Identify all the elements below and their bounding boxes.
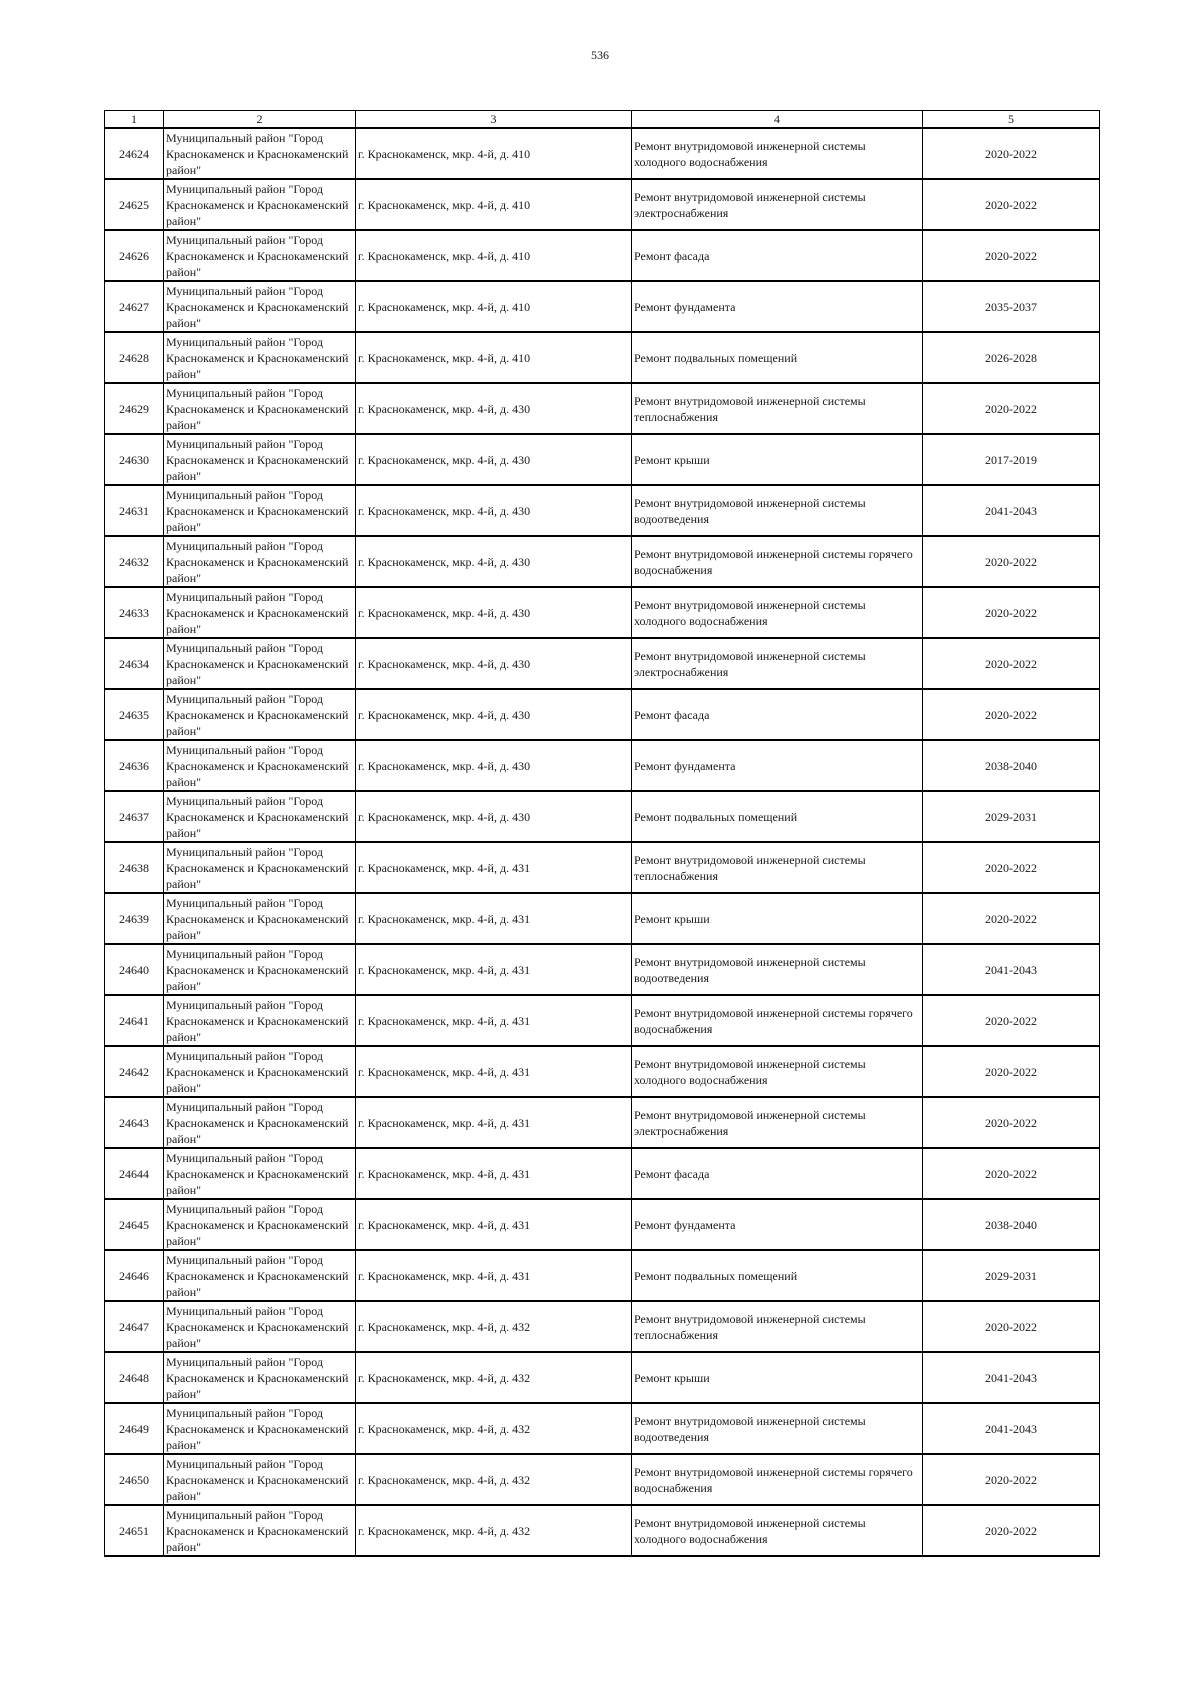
work-type-cell: Ремонт подвальных помещений bbox=[632, 1250, 923, 1301]
work-type-cell: Ремонт внутридомовой инженерной системы водоотведения bbox=[632, 1403, 923, 1454]
table-row bbox=[105, 1301, 1100, 1352]
address-cell: г. Краснокаменск, мкр. 4-й, д. 431 bbox=[356, 842, 632, 893]
row-number: 24626 bbox=[105, 230, 164, 281]
period-cell: 2020-2022 bbox=[923, 638, 1100, 689]
period-cell: 2020-2022 bbox=[923, 1148, 1100, 1199]
table-row bbox=[105, 995, 1100, 1046]
municipality-cell: Муниципальный район "Город Краснокаменск и Краснокаменский район" bbox=[164, 842, 356, 893]
period-cell: 2038-2040 bbox=[923, 740, 1100, 791]
table-row bbox=[105, 1352, 1100, 1403]
row-number: 24633 bbox=[105, 587, 164, 638]
table-row bbox=[105, 791, 1100, 842]
municipality-cell: Муниципальный район "Город Краснокаменск и Краснокаменский район" bbox=[164, 1352, 356, 1403]
table-row bbox=[105, 128, 1100, 179]
work-type-cell: Ремонт крыши bbox=[632, 1352, 923, 1403]
work-type-cell: Ремонт внутридомовой инженерной системы горячего водоснабжения bbox=[632, 1454, 923, 1505]
column-header-4: 4 bbox=[632, 111, 923, 129]
table-row bbox=[105, 842, 1100, 893]
work-type-cell: Ремонт фасада bbox=[632, 1148, 923, 1199]
repair-schedule-table bbox=[104, 110, 1100, 1557]
row-number: 24649 bbox=[105, 1403, 164, 1454]
row-number: 24647 bbox=[105, 1301, 164, 1352]
work-type-cell: Ремонт внутридомовой инженерной системы водоотведения bbox=[632, 485, 923, 536]
row-number: 24636 bbox=[105, 740, 164, 791]
work-type-cell: Ремонт фундамента bbox=[632, 740, 923, 791]
work-type-cell: Ремонт внутридомовой инженерной системы электроснабжения bbox=[632, 179, 923, 230]
work-type-cell: Ремонт внутридомовой инженерной системы горячего водоснабжения bbox=[632, 536, 923, 587]
row-number: 24631 bbox=[105, 485, 164, 536]
address-cell: г. Краснокаменск, мкр. 4-й, д. 431 bbox=[356, 944, 632, 995]
table-row bbox=[105, 536, 1100, 587]
row-number: 24642 bbox=[105, 1046, 164, 1097]
table-row bbox=[105, 179, 1100, 230]
work-type-cell: Ремонт внутридомовой инженерной системы холодного водоснабжения bbox=[632, 1505, 923, 1556]
table-row bbox=[105, 230, 1100, 281]
period-cell: 2029-2031 bbox=[923, 791, 1100, 842]
period-cell: 2020-2022 bbox=[923, 128, 1100, 179]
address-cell: г. Краснокаменск, мкр. 4-й, д. 432 bbox=[356, 1352, 632, 1403]
table-row bbox=[105, 281, 1100, 332]
table-row bbox=[105, 638, 1100, 689]
address-cell: г. Краснокаменск, мкр. 4-й, д. 432 bbox=[356, 1505, 632, 1556]
row-number: 24630 bbox=[105, 434, 164, 485]
municipality-cell: Муниципальный район "Город Краснокаменск и Краснокаменский район" bbox=[164, 740, 356, 791]
row-number: 24632 bbox=[105, 536, 164, 587]
period-cell: 2041-2043 bbox=[923, 944, 1100, 995]
row-number: 24638 bbox=[105, 842, 164, 893]
municipality-cell: Муниципальный район "Город Краснокаменск и Краснокаменский район" bbox=[164, 434, 356, 485]
table-row bbox=[105, 1505, 1100, 1556]
column-header-3: 3 bbox=[356, 111, 632, 129]
table-row bbox=[105, 332, 1100, 383]
address-cell: г. Краснокаменск, мкр. 4-й, д. 430 bbox=[356, 383, 632, 434]
municipality-cell: Муниципальный район "Город Краснокаменск и Краснокаменский район" bbox=[164, 1148, 356, 1199]
municipality-cell: Муниципальный район "Город Краснокаменск и Краснокаменский район" bbox=[164, 1250, 356, 1301]
table-row bbox=[105, 1097, 1100, 1148]
column-header-5: 5 bbox=[923, 111, 1100, 129]
period-cell: 2020-2022 bbox=[923, 1097, 1100, 1148]
municipality-cell: Муниципальный район "Город Краснокаменск и Краснокаменский район" bbox=[164, 893, 356, 944]
address-cell: г. Краснокаменск, мкр. 4-й, д. 431 bbox=[356, 1097, 632, 1148]
work-type-cell: Ремонт фундамента bbox=[632, 281, 923, 332]
work-type-cell: Ремонт внутридомовой инженерной системы холодного водоснабжения bbox=[632, 1046, 923, 1097]
column-header-1: 1 bbox=[105, 111, 164, 129]
municipality-cell: Муниципальный район "Город Краснокаменск и Краснокаменский район" bbox=[164, 1046, 356, 1097]
row-number: 24644 bbox=[105, 1148, 164, 1199]
row-number: 24650 bbox=[105, 1454, 164, 1505]
period-cell: 2020-2022 bbox=[923, 689, 1100, 740]
row-number: 24635 bbox=[105, 689, 164, 740]
address-cell: г. Краснокаменск, мкр. 4-й, д. 430 bbox=[356, 791, 632, 842]
work-type-cell: Ремонт подвальных помещений bbox=[632, 332, 923, 383]
address-cell: г. Краснокаменск, мкр. 4-й, д. 430 bbox=[356, 434, 632, 485]
work-type-cell: Ремонт внутридомовой инженерной системы холодного водоснабжения bbox=[632, 587, 923, 638]
municipality-cell: Муниципальный район "Город Краснокаменск и Краснокаменский район" bbox=[164, 1454, 356, 1505]
address-cell: г. Краснокаменск, мкр. 4-й, д. 431 bbox=[356, 1148, 632, 1199]
page-number: 536 bbox=[591, 48, 609, 62]
municipality-cell: Муниципальный район "Город Краснокаменск и Краснокаменский район" bbox=[164, 485, 356, 536]
row-number: 24634 bbox=[105, 638, 164, 689]
table-row bbox=[105, 434, 1100, 485]
row-number: 24640 bbox=[105, 944, 164, 995]
period-cell: 2020-2022 bbox=[923, 893, 1100, 944]
period-cell: 2020-2022 bbox=[923, 1505, 1100, 1556]
row-number: 24627 bbox=[105, 281, 164, 332]
municipality-cell: Муниципальный район "Город Краснокаменск и Краснокаменский район" bbox=[164, 281, 356, 332]
address-cell: г. Краснокаменск, мкр. 4-й, д. 431 bbox=[356, 1046, 632, 1097]
row-number: 24648 bbox=[105, 1352, 164, 1403]
address-cell: г. Краснокаменск, мкр. 4-й, д. 432 bbox=[356, 1301, 632, 1352]
period-cell: 2020-2022 bbox=[923, 842, 1100, 893]
address-cell: г. Краснокаменск, мкр. 4-й, д. 431 bbox=[356, 1199, 632, 1250]
address-cell: г. Краснокаменск, мкр. 4-й, д. 430 bbox=[356, 587, 632, 638]
row-number: 24639 bbox=[105, 893, 164, 944]
work-type-cell: Ремонт внутридомовой инженерной системы холодного водоснабжения bbox=[632, 128, 923, 179]
municipality-cell: Муниципальный район "Город Краснокаменск и Краснокаменский район" bbox=[164, 944, 356, 995]
address-cell: г. Краснокаменск, мкр. 4-й, д. 430 bbox=[356, 689, 632, 740]
table-row bbox=[105, 383, 1100, 434]
period-cell: 2020-2022 bbox=[923, 230, 1100, 281]
work-type-cell: Ремонт внутридомовой инженерной системы водоотведения bbox=[632, 944, 923, 995]
header-row bbox=[105, 111, 1100, 129]
work-type-cell: Ремонт крыши bbox=[632, 893, 923, 944]
period-cell: 2041-2043 bbox=[923, 485, 1100, 536]
municipality-cell: Муниципальный район "Город Краснокаменск и Краснокаменский район" bbox=[164, 791, 356, 842]
row-number: 24625 bbox=[105, 179, 164, 230]
period-cell: 2020-2022 bbox=[923, 179, 1100, 230]
municipality-cell: Муниципальный район "Город Краснокаменск и Краснокаменский район" bbox=[164, 383, 356, 434]
address-cell: г. Краснокаменск, мкр. 4-й, д. 410 bbox=[356, 230, 632, 281]
table-row bbox=[105, 485, 1100, 536]
period-cell: 2041-2043 bbox=[923, 1352, 1100, 1403]
work-type-cell: Ремонт внутридомовой инженерной системы горячего водоснабжения bbox=[632, 995, 923, 1046]
period-cell: 2026-2028 bbox=[923, 332, 1100, 383]
row-number: 24651 bbox=[105, 1505, 164, 1556]
work-type-cell: Ремонт внутридомовой инженерной системы теплоснабжения bbox=[632, 383, 923, 434]
period-cell: 2020-2022 bbox=[923, 536, 1100, 587]
municipality-cell: Муниципальный район "Город Краснокаменск и Краснокаменский район" bbox=[164, 1199, 356, 1250]
municipality-cell: Муниципальный район "Город Краснокаменск и Краснокаменский район" bbox=[164, 1505, 356, 1556]
municipality-cell: Муниципальный район "Город Краснокаменск и Краснокаменский район" bbox=[164, 1403, 356, 1454]
column-header-2: 2 bbox=[164, 111, 356, 129]
address-cell: г. Краснокаменск, мкр. 4-й, д. 432 bbox=[356, 1403, 632, 1454]
municipality-cell: Муниципальный район "Город Краснокаменск и Краснокаменский район" bbox=[164, 995, 356, 1046]
municipality-cell: Муниципальный район "Город Краснокаменск и Краснокаменский район" bbox=[164, 1301, 356, 1352]
period-cell: 2020-2022 bbox=[923, 587, 1100, 638]
table-row bbox=[105, 740, 1100, 791]
municipality-cell: Муниципальный район "Город Краснокаменск и Краснокаменский район" bbox=[164, 332, 356, 383]
table-row bbox=[105, 689, 1100, 740]
row-number: 24637 bbox=[105, 791, 164, 842]
work-type-cell: Ремонт фундамента bbox=[632, 1199, 923, 1250]
period-cell: 2038-2040 bbox=[923, 1199, 1100, 1250]
work-type-cell: Ремонт внутридомовой инженерной системы электроснабжения bbox=[632, 638, 923, 689]
address-cell: г. Краснокаменск, мкр. 4-й, д. 410 bbox=[356, 332, 632, 383]
address-cell: г. Краснокаменск, мкр. 4-й, д. 431 bbox=[356, 1250, 632, 1301]
row-number: 24628 bbox=[105, 332, 164, 383]
table-row bbox=[105, 893, 1100, 944]
table-body bbox=[105, 128, 1100, 1556]
period-cell: 2020-2022 bbox=[923, 1301, 1100, 1352]
work-type-cell: Ремонт фасада bbox=[632, 230, 923, 281]
period-cell: 2017-2019 bbox=[923, 434, 1100, 485]
table-row bbox=[105, 1046, 1100, 1097]
row-number: 24643 bbox=[105, 1097, 164, 1148]
period-cell: 2020-2022 bbox=[923, 1454, 1100, 1505]
period-cell: 2041-2043 bbox=[923, 1403, 1100, 1454]
period-cell: 2020-2022 bbox=[923, 383, 1100, 434]
address-cell: г. Краснокаменск, мкр. 4-й, д. 410 bbox=[356, 281, 632, 332]
work-type-cell: Ремонт фасада bbox=[632, 689, 923, 740]
municipality-cell: Муниципальный район "Город Краснокаменск и Краснокаменский район" bbox=[164, 638, 356, 689]
address-cell: г. Краснокаменск, мкр. 4-й, д. 432 bbox=[356, 1454, 632, 1505]
work-type-cell: Ремонт подвальных помещений bbox=[632, 791, 923, 842]
table-row bbox=[105, 587, 1100, 638]
municipality-cell: Муниципальный район "Город Краснокаменск и Краснокаменский район" bbox=[164, 689, 356, 740]
work-type-cell: Ремонт внутридомовой инженерной системы теплоснабжения bbox=[632, 1301, 923, 1352]
period-cell: 2020-2022 bbox=[923, 1046, 1100, 1097]
address-cell: г. Краснокаменск, мкр. 4-й, д. 431 bbox=[356, 995, 632, 1046]
address-cell: г. Краснокаменск, мкр. 4-й, д. 430 bbox=[356, 485, 632, 536]
row-number: 24629 bbox=[105, 383, 164, 434]
row-number: 24645 bbox=[105, 1199, 164, 1250]
table-header bbox=[105, 111, 1100, 129]
table-row bbox=[105, 1454, 1100, 1505]
table-row bbox=[105, 1148, 1100, 1199]
period-cell: 2029-2031 bbox=[923, 1250, 1100, 1301]
table-row bbox=[105, 1403, 1100, 1454]
row-number: 24624 bbox=[105, 128, 164, 179]
address-cell: г. Краснокаменск, мкр. 4-й, д. 431 bbox=[356, 893, 632, 944]
municipality-cell: Муниципальный район "Город Краснокаменск и Краснокаменский район" bbox=[164, 230, 356, 281]
period-cell: 2035-2037 bbox=[923, 281, 1100, 332]
municipality-cell: Муниципальный район "Город Краснокаменск и Краснокаменский район" bbox=[164, 587, 356, 638]
work-type-cell: Ремонт крыши bbox=[632, 434, 923, 485]
address-cell: г. Краснокаменск, мкр. 4-й, д. 410 bbox=[356, 179, 632, 230]
municipality-cell: Муниципальный район "Город Краснокаменск и Краснокаменский район" bbox=[164, 179, 356, 230]
row-number: 24641 bbox=[105, 995, 164, 1046]
work-type-cell: Ремонт внутридомовой инженерной системы теплоснабжения bbox=[632, 842, 923, 893]
table-row bbox=[105, 1199, 1100, 1250]
work-type-cell: Ремонт внутридомовой инженерной системы электроснабжения bbox=[632, 1097, 923, 1148]
table-row bbox=[105, 1250, 1100, 1301]
municipality-cell: Муниципальный район "Город Краснокаменск и Краснокаменский район" bbox=[164, 536, 356, 587]
address-cell: г. Краснокаменск, мкр. 4-й, д. 430 bbox=[356, 536, 632, 587]
table-row bbox=[105, 944, 1100, 995]
period-cell: 2020-2022 bbox=[923, 995, 1100, 1046]
municipality-cell: Муниципальный район "Город Краснокаменск и Краснокаменский район" bbox=[164, 1097, 356, 1148]
address-cell: г. Краснокаменск, мкр. 4-й, д. 430 bbox=[356, 638, 632, 689]
row-number: 24646 bbox=[105, 1250, 164, 1301]
municipality-cell: Муниципальный район "Город Краснокаменск и Краснокаменский район" bbox=[164, 128, 356, 179]
address-cell: г. Краснокаменск, мкр. 4-й, д. 410 bbox=[356, 128, 632, 179]
address-cell: г. Краснокаменск, мкр. 4-й, д. 430 bbox=[356, 740, 632, 791]
